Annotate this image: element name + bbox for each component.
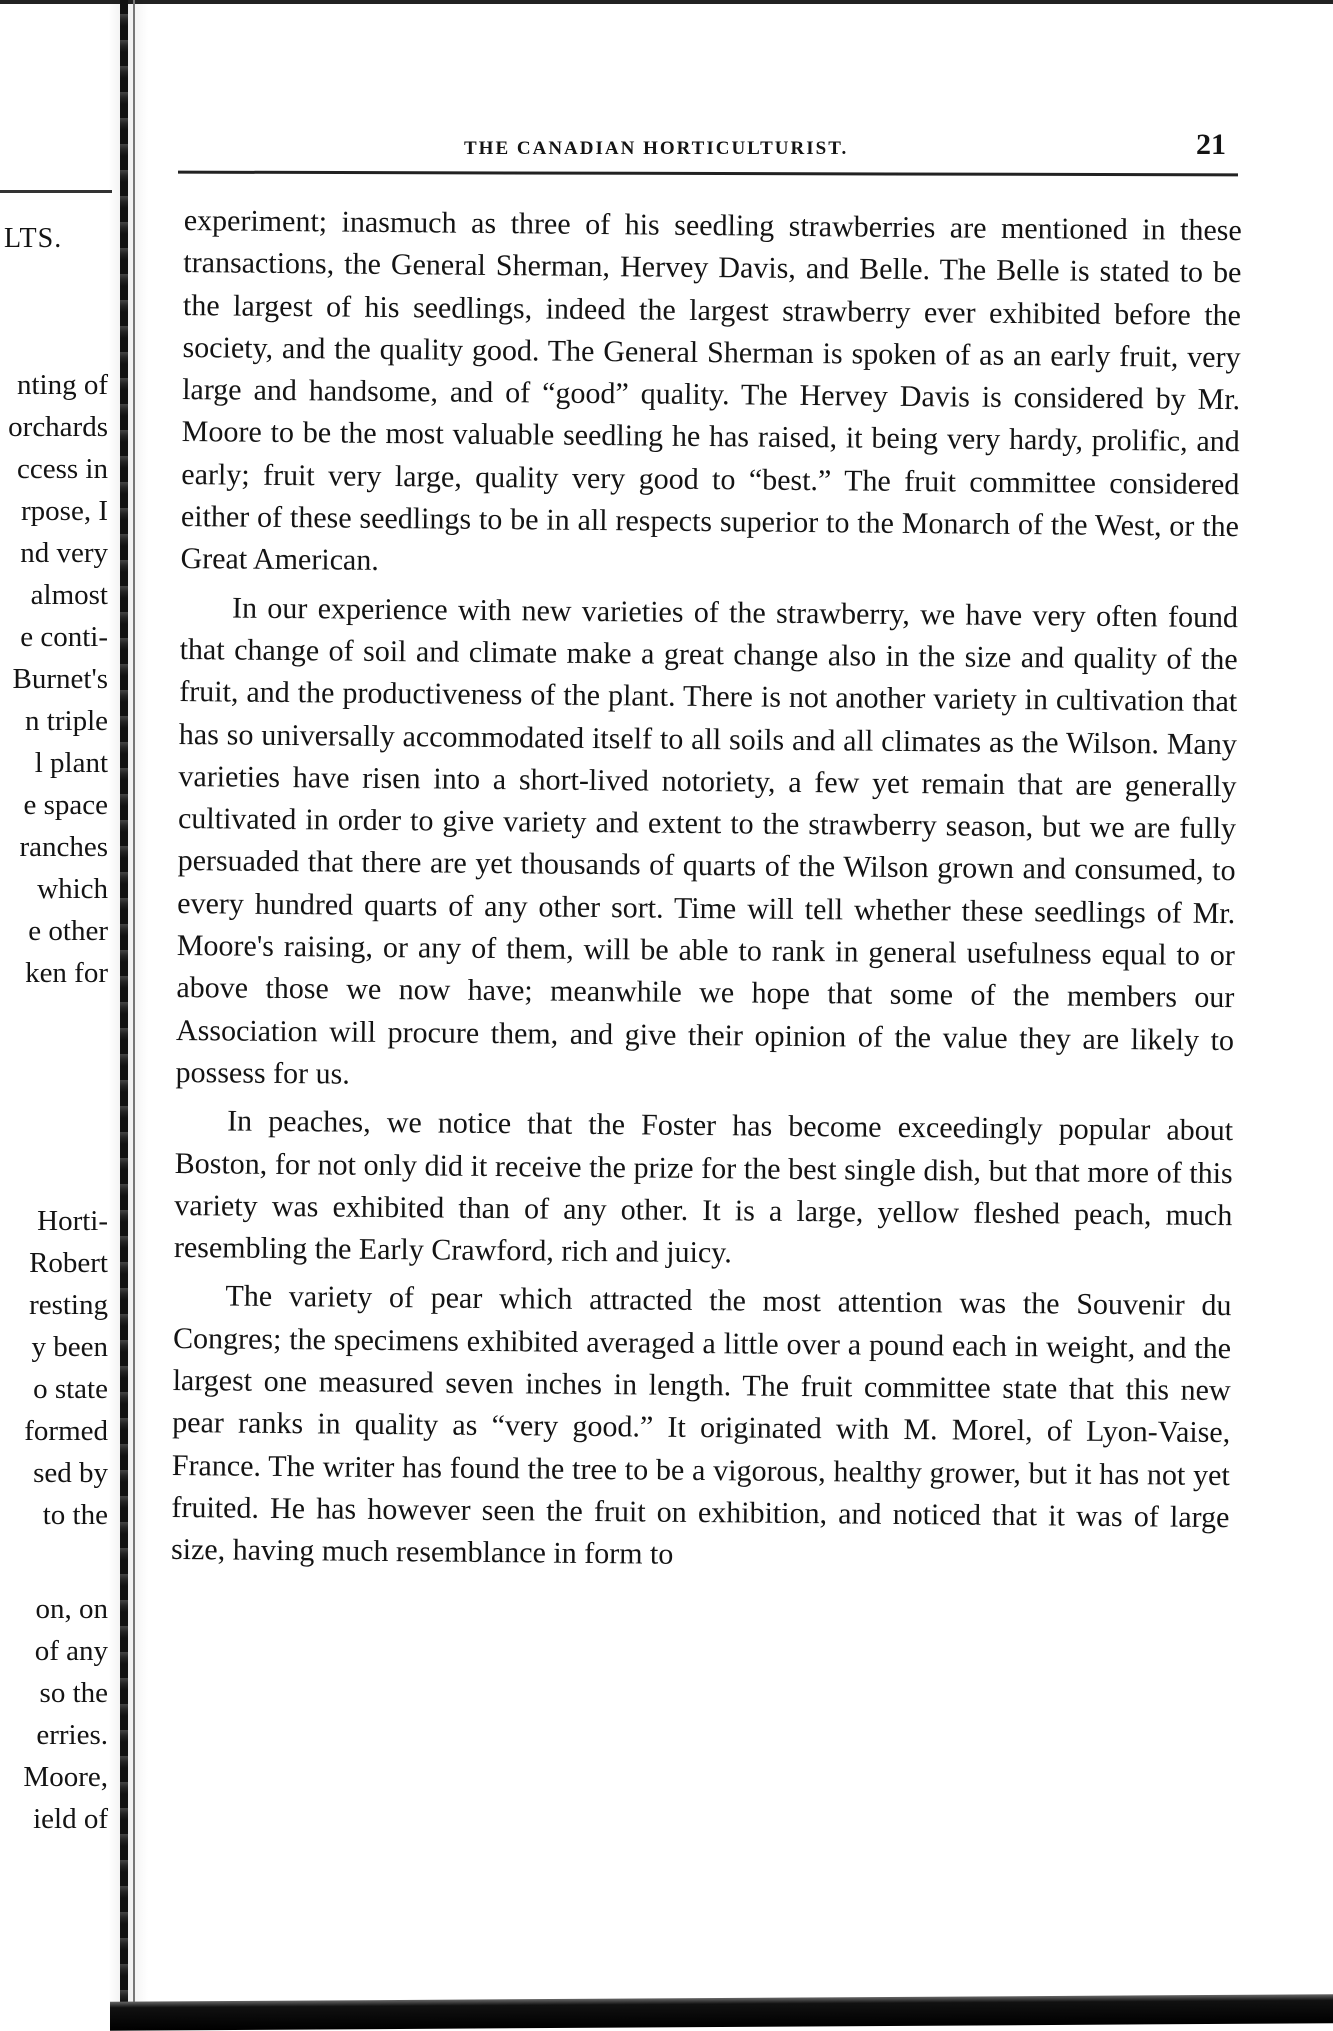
adjacent-line: erries. (36, 1719, 108, 1751)
adjacent-line: e conti- (20, 621, 108, 653)
adjacent-line: ken for (25, 957, 108, 989)
adjacent-line: Moore, (23, 1761, 108, 1793)
adjacent-line: ield of (33, 1803, 108, 1835)
gutter-shadow (108, 0, 148, 2027)
adjacent-line: e space (23, 789, 108, 821)
adjacent-line: resting (29, 1289, 108, 1321)
body-paragraph: experiment; inasmuch as three of his seedling strawberries are mentioned in these transactions, the General Sherman, Hervey Davis, and Belle. The Belle is stated to be the largest of his seedlings, indeed the largest strawberry ever exhibited before the society, and the quality good. The General Sherman is spoken of as an early fruit, very large and handsome, and of “good” quality. The Hervey Davis is considered by Mr. Moore to be the most valuable seedling he has raised, it being very hardy, prolific, and early; fruit very large, quality very good to “best.” The fruit committee considered either of these seedlings to be in all respects superior to the Monarch of the West, or the Great American. (180, 203, 1242, 578)
adjacent-line: Horti- (37, 1205, 108, 1237)
adjacent-line: nd very (20, 537, 108, 569)
adjacent-line: sed by (33, 1457, 108, 1489)
adjacent-line: n triple (25, 705, 108, 737)
book-spine (120, 0, 128, 2027)
top-border (0, 0, 1333, 4)
adjacent-line: rpose, I (21, 495, 108, 527)
body-paragraph: The variety of pear which attracted the most attention was the Souvenir du Congres; the specimens exhibited averaged a little over a pound each in weight, and the largest one measured seven inches in length. The fruit committee state that this new pear ranks in quality as “very good.” It originated with M. Morel, of Lyon-Vaise, France. The writer has found the tree to be a vigorous, healthy grower, but it has not yet fruited. He has however seen the fruit on exhibition, and noticed that it was of large size, having much resemblance in form to (170, 1279, 1232, 1571)
adjacent-line: o state (33, 1373, 108, 1405)
adjacent-line: nting of (16, 369, 108, 401)
adjacent-line: orchards (8, 411, 108, 443)
main-text-column (171, 200, 1242, 1588)
adjacent-line: ccess in (17, 453, 108, 485)
adjacent-line: formed (24, 1415, 108, 1447)
adjacent-line: to the (42, 1499, 108, 1531)
adjacent-line: e other (28, 915, 108, 947)
adjacent-line: so the (39, 1677, 108, 1709)
adjacent-page-rule (0, 190, 112, 193)
adjacent-line: of any (34, 1635, 108, 1667)
adjacent-page-fragment (0, 0, 116, 2027)
adjacent-line: Burnet's (12, 663, 108, 695)
adjacent-line: y been (31, 1331, 108, 1363)
page-header (180, 120, 1230, 170)
adjacent-line: Robert (29, 1247, 108, 1279)
adjacent-line: ranches (19, 831, 108, 863)
running-title: THE CANADIAN HORTICULTURIST. (464, 138, 849, 159)
page-number: 21 (1196, 128, 1226, 161)
adjacent-line: on, on (35, 1593, 108, 1625)
adjacent-line: l plant (34, 747, 108, 779)
body-paragraph: In peaches, we notice that the Foster has become exceedingly popular about Boston, for not only did it receive the prize for the best single dish, but that more of this variety was exhibited than of any other. It is a large, yellow fleshed peach, much resembling the Early Crawford, rich and juicy. (173, 1104, 1234, 1270)
book-spine-edge (133, 0, 135, 2027)
adjacent-line: almost (30, 579, 108, 611)
adjacent-heading: LTS. (4, 223, 63, 254)
page-bottom-edge (110, 1994, 1333, 2030)
adjacent-line: which (37, 873, 108, 905)
header-rule (178, 171, 1238, 177)
body-paragraph: In our experience with new varieties of the strawberry, we have very often found that change of soil and climate make a great change also in the size and quality of the fruit, and the productiveness of the plant. There is not another variety in cultivation that has so universally accommodated itself to all soils and all climates as the Wilson. Many varieties have risen into a short-lived notoriety, a few yet remain that are generally cultivated in order to give variety and extent to the strawberry season, but we are fully persuaded that there are yet thousands of quarts of the Wilson grown and consumed, to every hundred quarts of any other sort. Time will tell whether these seedlings of Mr. Moore's raising, or any of them, will be able to rank in general usefulness equal to or above those we now have; meanwhile we hope that some of the members our Association will procure them, and give their opinion of the value they are likely to possess for us. (175, 591, 1239, 1091)
